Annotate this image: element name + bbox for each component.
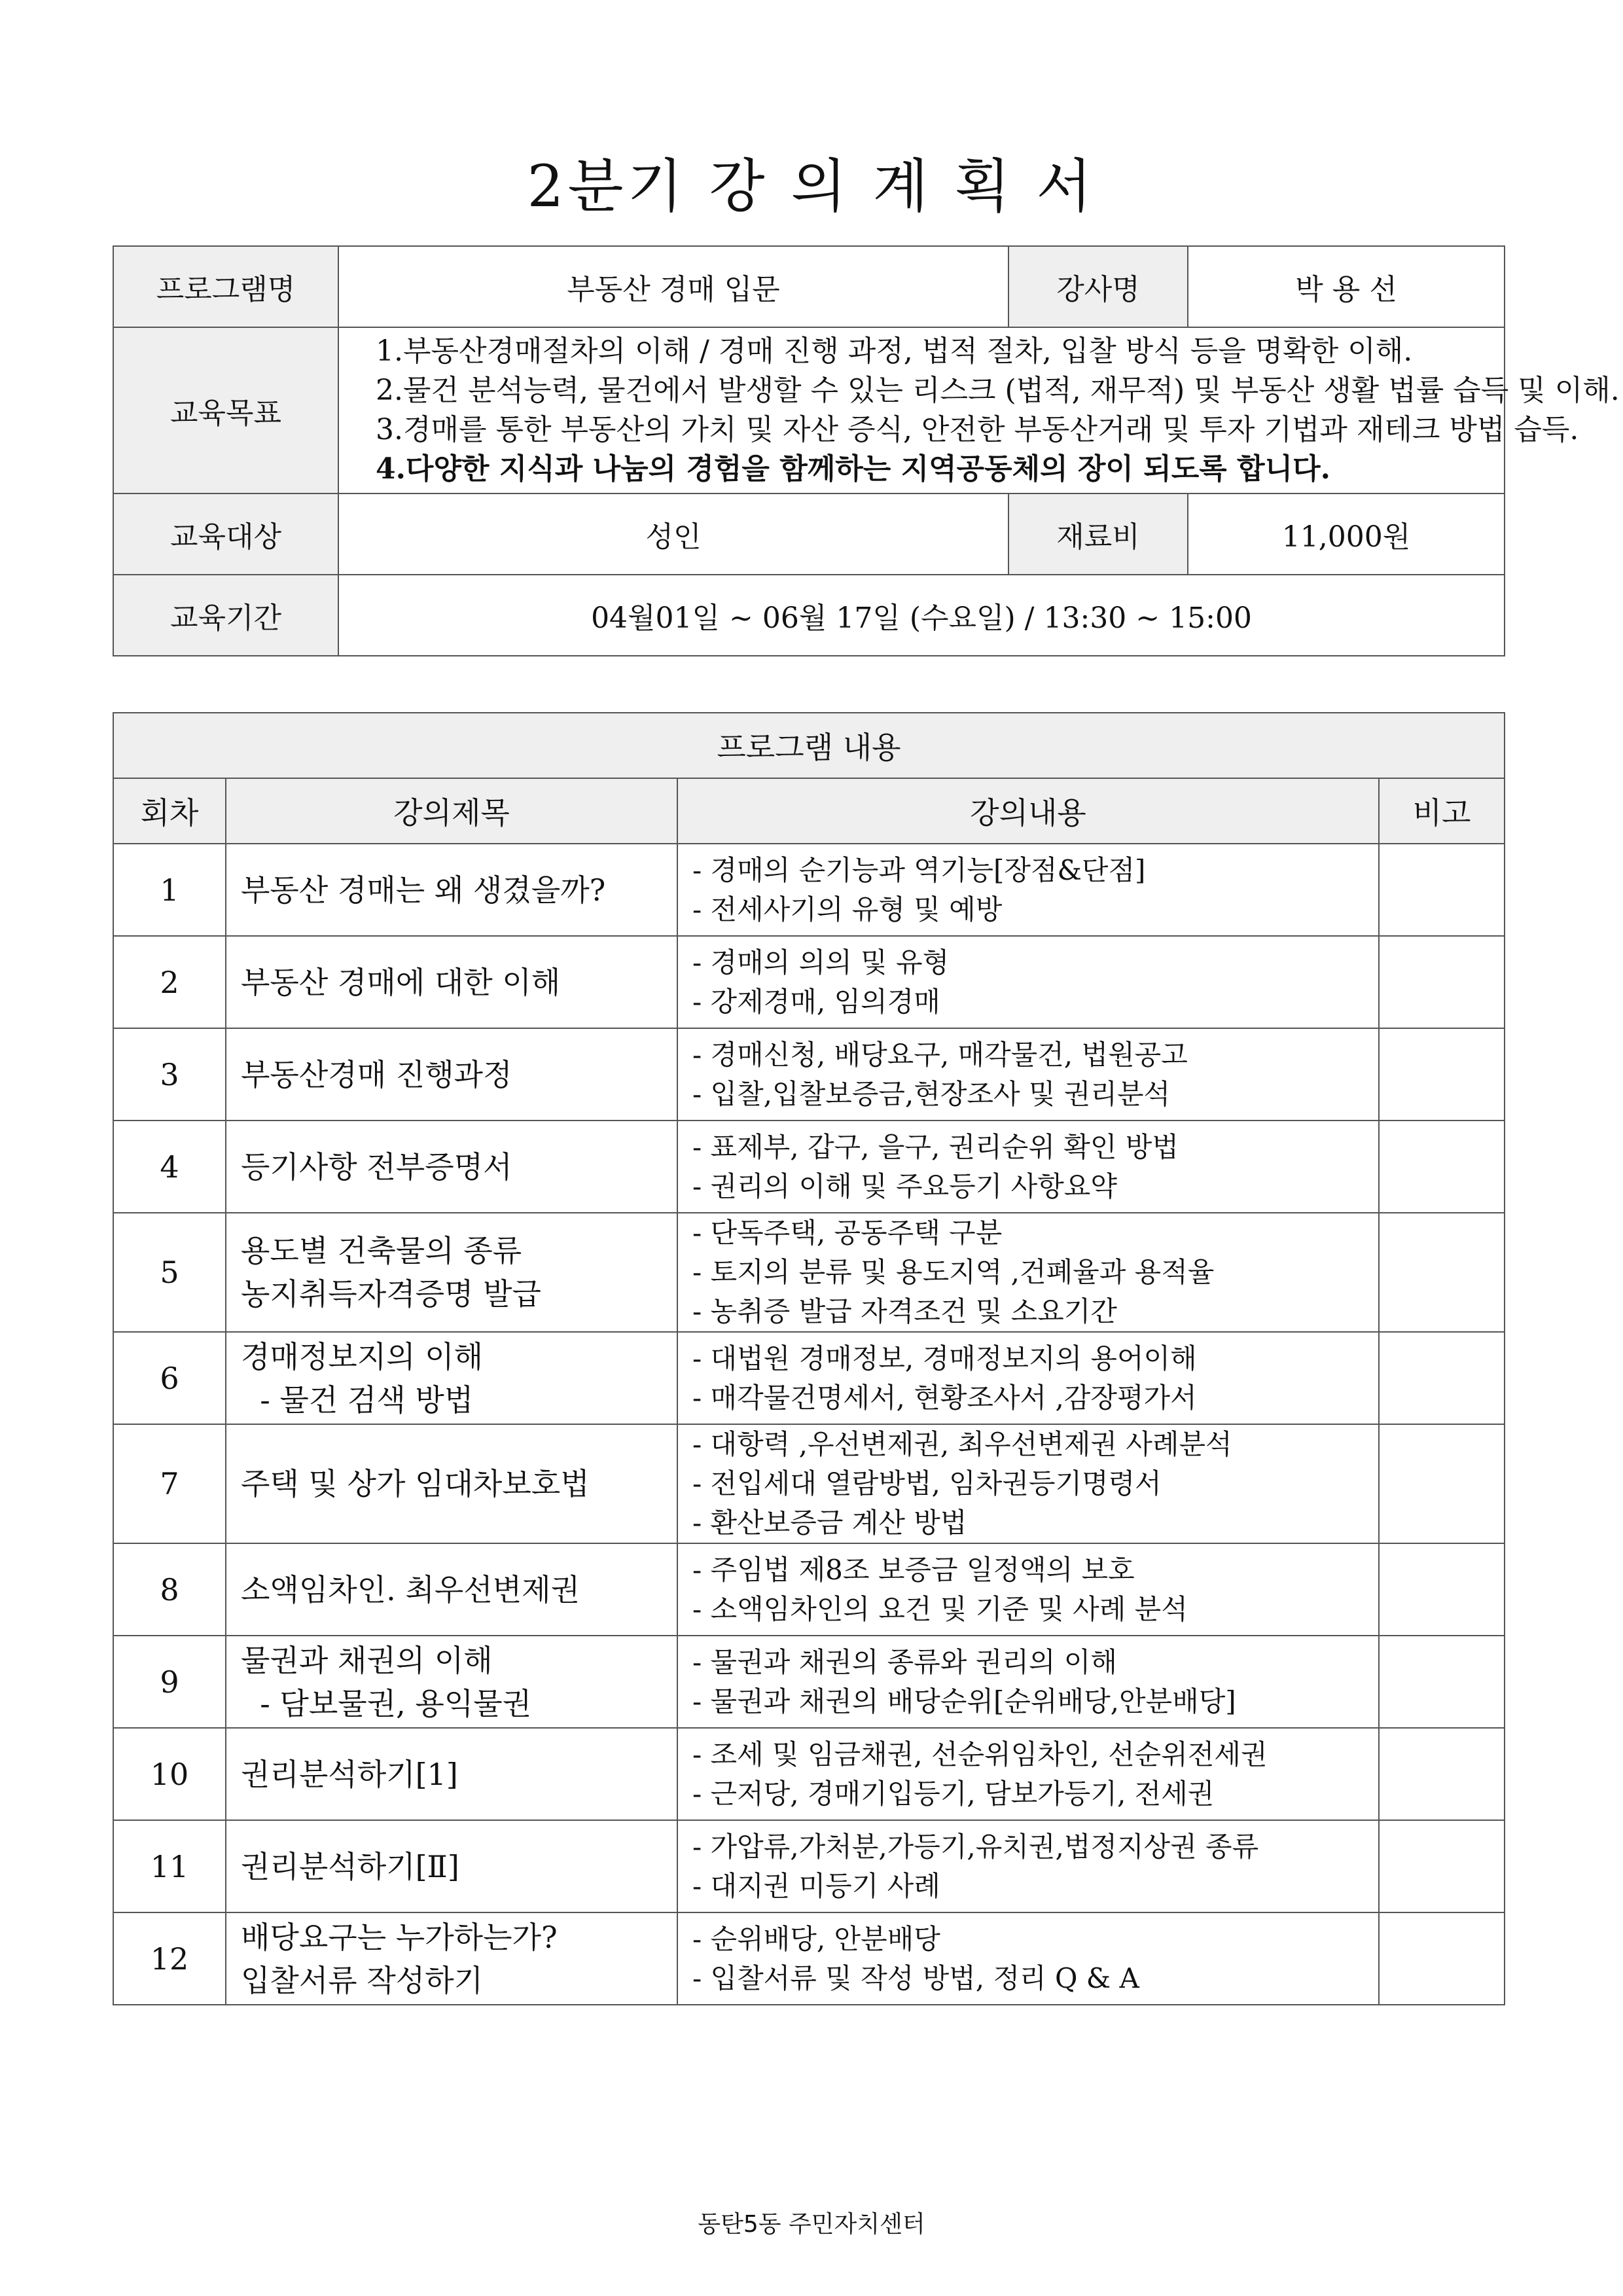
lecture-title-line: - 물건 검색 방법 [241,1382,474,1418]
info-table [113,245,1620,656]
lecture-title-line: 부동산 경매는 왜 생겼을까? [241,872,606,908]
goal-item: 1.부동산경매절차의 이해 / 경매 진행 과정, 법적 절차, 입찰 방식 등을 명확한 이해. [376,334,1413,368]
lecture-title [226,1213,677,1332]
schedule-row [113,1332,1505,1424]
lecture-content-line: - 전세사기의 유형 및 예방 [692,893,1003,925]
lecture-title-line: - 담보물권, 용익물권 [241,1685,532,1721]
lecture-title [226,1543,677,1636]
program-name-value: 부동산 경매 입문 [338,246,1008,327]
lecture-content-line: - 물권과 채권의 종류와 권리의 이해 [692,1645,1117,1678]
lecture-content-line: - 조세 및 임금채권, 선순위임차인, 선순위전세권 [692,1738,1268,1770]
section-title: 프로그램 내용 [113,713,1505,778]
schedule-row [113,1636,1505,1728]
fee-label: 재료비 [1008,493,1188,575]
lecture-content-line: - 경매의 순기능과 역기능[장점&단점] [692,853,1146,886]
schedule-row [113,1728,1505,1820]
lecture-content-line: - 표제부, 갑구, 을구, 권리순위 확인 방법 [692,1130,1179,1163]
lecture-content [677,1213,1379,1332]
lecture-content-line: - 환산보증금 계산 방법 [692,1507,967,1539]
lecture-title [226,1028,677,1121]
lecture-title-line: 주택 및 상가 임대차보호법 [241,1466,590,1501]
lecture-content-line: - 대지권 미등기 사례 [692,1869,940,1902]
col-header-note: 비고 [1379,778,1505,844]
lecture-content-line: - 전입세대 열람방법, 임차권등기명령서 [692,1467,1162,1499]
schedule-row [113,1820,1505,1912]
lecture-title-line: 농지취득자격증명 발급 [241,1276,541,1312]
lecture-title-line: 용도별 건축물의 종류 [241,1233,522,1268]
lecture-content [677,1028,1379,1121]
lecture-content-line: - 경매신청, 배당요구, 매각물건, 법원공고 [692,1038,1188,1071]
lecture-content-line: - 가압류,가처분,가등기,유치권,법정지상권 종류 [692,1830,1259,1863]
lecture-title-line: 입찰서류 작성하기 [241,1962,484,1998]
lecture-title [226,936,677,1028]
lecture-title [226,1332,677,1424]
session-number: 2 [113,936,226,1028]
schedule-table [113,712,1505,2005]
note-cell [1379,1213,1505,1332]
lecture-content [677,936,1379,1028]
col-header-content: 강의내용 [677,778,1379,844]
session-number: 1 [113,844,226,936]
goal-item: 3.경매를 통한 부동산의 가치 및 자산 증식, 안전한 부동산거래 및 투자 기법과 재테크 방법 습득. [376,413,1579,446]
lecture-content [677,1121,1379,1213]
lecture-content-line: - 입찰,입찰보증금,현장조사 및 권리분석 [692,1077,1171,1110]
session-number: 3 [113,1028,226,1121]
note-cell [1379,1332,1505,1424]
lecture-content-line: - 근저당, 경매기입등기, 담보가등기, 전세권 [692,1777,1215,1810]
lecture-content-line: - 대항력 ,우선변제권, 최우선변제권 사례분석 [692,1428,1232,1460]
note-cell [1379,844,1505,936]
lecture-content-line: - 토지의 분류 및 용도지역 ,건폐율과 용적율 [692,1256,1215,1288]
lecture-content-line: - 권리의 이해 및 주요등기 사항요약 [692,1170,1117,1202]
schedule-row [113,844,1505,936]
lecture-content-line: - 순위배당, 안분배당 [692,1922,940,1955]
note-cell [1379,1912,1505,2005]
session-number: 9 [113,1636,226,1728]
lecture-content [677,1728,1379,1820]
session-number: 10 [113,1728,226,1820]
lecture-content-line: - 주임법 제8조 보증금 일정액의 보호 [692,1553,1135,1586]
lecture-title-line: 권리분석하기[1] [241,1756,458,1792]
note-cell [1379,1543,1505,1636]
note-cell [1379,1820,1505,1912]
note-cell [1379,1424,1505,1543]
target-value: 성인 [338,493,1008,575]
lecture-content [677,1912,1379,2005]
lecture-title [226,844,677,936]
lecture-content-line: - 농취증 발급 자격조건 및 소요기간 [692,1295,1117,1327]
footer-org: 동탄5동 주민자치센터 [698,2211,925,2238]
goal-label: 교육목표 [113,327,338,493]
lecture-title [226,1728,677,1820]
session-number: 5 [113,1213,226,1332]
lecture-content-line: - 경매의 의의 및 유형 [692,946,950,978]
program-name-label: 프로그램명 [113,246,338,327]
session-number: 8 [113,1543,226,1636]
lecture-content [677,1820,1379,1912]
lecture-title [226,1636,677,1728]
schedule-row [113,1912,1505,2005]
period-value: 04월01일 ~ 06월 17일 (수요일) / 13:30 ~ 15:00 [338,575,1505,656]
lecture-content-line: - 단독주택, 공동주택 구분 [692,1217,1003,1249]
schedule-row [113,1121,1505,1213]
lecture-title-line: 등기사항 전부증명서 [241,1149,512,1185]
note-cell [1379,936,1505,1028]
note-cell [1379,1121,1505,1213]
session-number: 6 [113,1332,226,1424]
lecture-title-line: 물권과 채권의 이해 [241,1642,493,1678]
schedule-row [113,1543,1505,1636]
schedule-row [113,936,1505,1028]
goal-item: 2.물건 분석능력, 물건에서 발생할 수 있는 리스크 (법적, 재무적) 및 부동산 생활 법률 습득 및 이해. [376,374,1620,407]
session-number: 11 [113,1820,226,1912]
lecture-content-line: - 소액임차인의 요건 및 기준 및 사례 분석 [692,1592,1188,1625]
lecture-title-line: 권리분석하기[Ⅱ] [241,1848,459,1884]
lecture-title [226,1121,677,1213]
lecture-title-line: 부동산경매 진행과정 [241,1056,512,1092]
fee-value: 11,000원 [1188,493,1505,575]
schedule-row [113,1424,1505,1543]
col-header-no: 회차 [113,778,226,844]
note-cell [1379,1636,1505,1728]
target-label: 교육대상 [113,493,338,575]
col-header-title: 강의제목 [226,778,677,844]
session-number: 12 [113,1912,226,2005]
lecture-content-line: - 입찰서류 및 작성 방법, 정리 Q & A [692,1962,1139,1994]
lecture-title-line: 소액임차인. 최우선변제권 [241,1571,580,1607]
goal-item: 4.다양한 지식과 나눔의 경험을 함께하는 지역공동체의 장이 되도록 합니다. [376,452,1330,486]
lecture-content [677,1332,1379,1424]
lecture-title [226,1424,677,1543]
lecture-content [677,1424,1379,1543]
lecture-content [677,1636,1379,1728]
lecture-title-line: 경매정보지의 이해 [241,1338,484,1374]
document-title: 2분기 강 의 계 획 서 [527,152,1096,220]
instructor-label: 강사명 [1008,246,1188,327]
note-cell [1379,1728,1505,1820]
lecture-title-line: 부동산 경매에 대한 이해 [241,964,561,1000]
session-number: 7 [113,1424,226,1543]
lecture-content [677,844,1379,936]
period-label: 교육기간 [113,575,338,656]
session-number: 4 [113,1121,226,1213]
instructor-value: 박 용 선 [1188,246,1505,327]
lecture-title [226,1912,677,2005]
lecture-content-line: - 물권과 채권의 배당순위[순위배당,안분배당] [692,1685,1236,1717]
lecture-content-line: - 강제경매, 임의경매 [692,985,940,1018]
lecture-content-line: - 매각물건명세서, 현황조사서 ,감장평가서 [692,1381,1197,1414]
lecture-content-line: - 대법원 경매정보, 경매정보지의 용어이해 [692,1342,1197,1374]
schedule-row [113,1028,1505,1121]
note-cell [1379,1028,1505,1121]
lecture-title [226,1820,677,1912]
lecture-content [677,1543,1379,1636]
schedule-row [113,1213,1505,1332]
goal-list [338,327,1620,493]
lecture-title-line: 배당요구는 누가하는가? [241,1919,558,1955]
